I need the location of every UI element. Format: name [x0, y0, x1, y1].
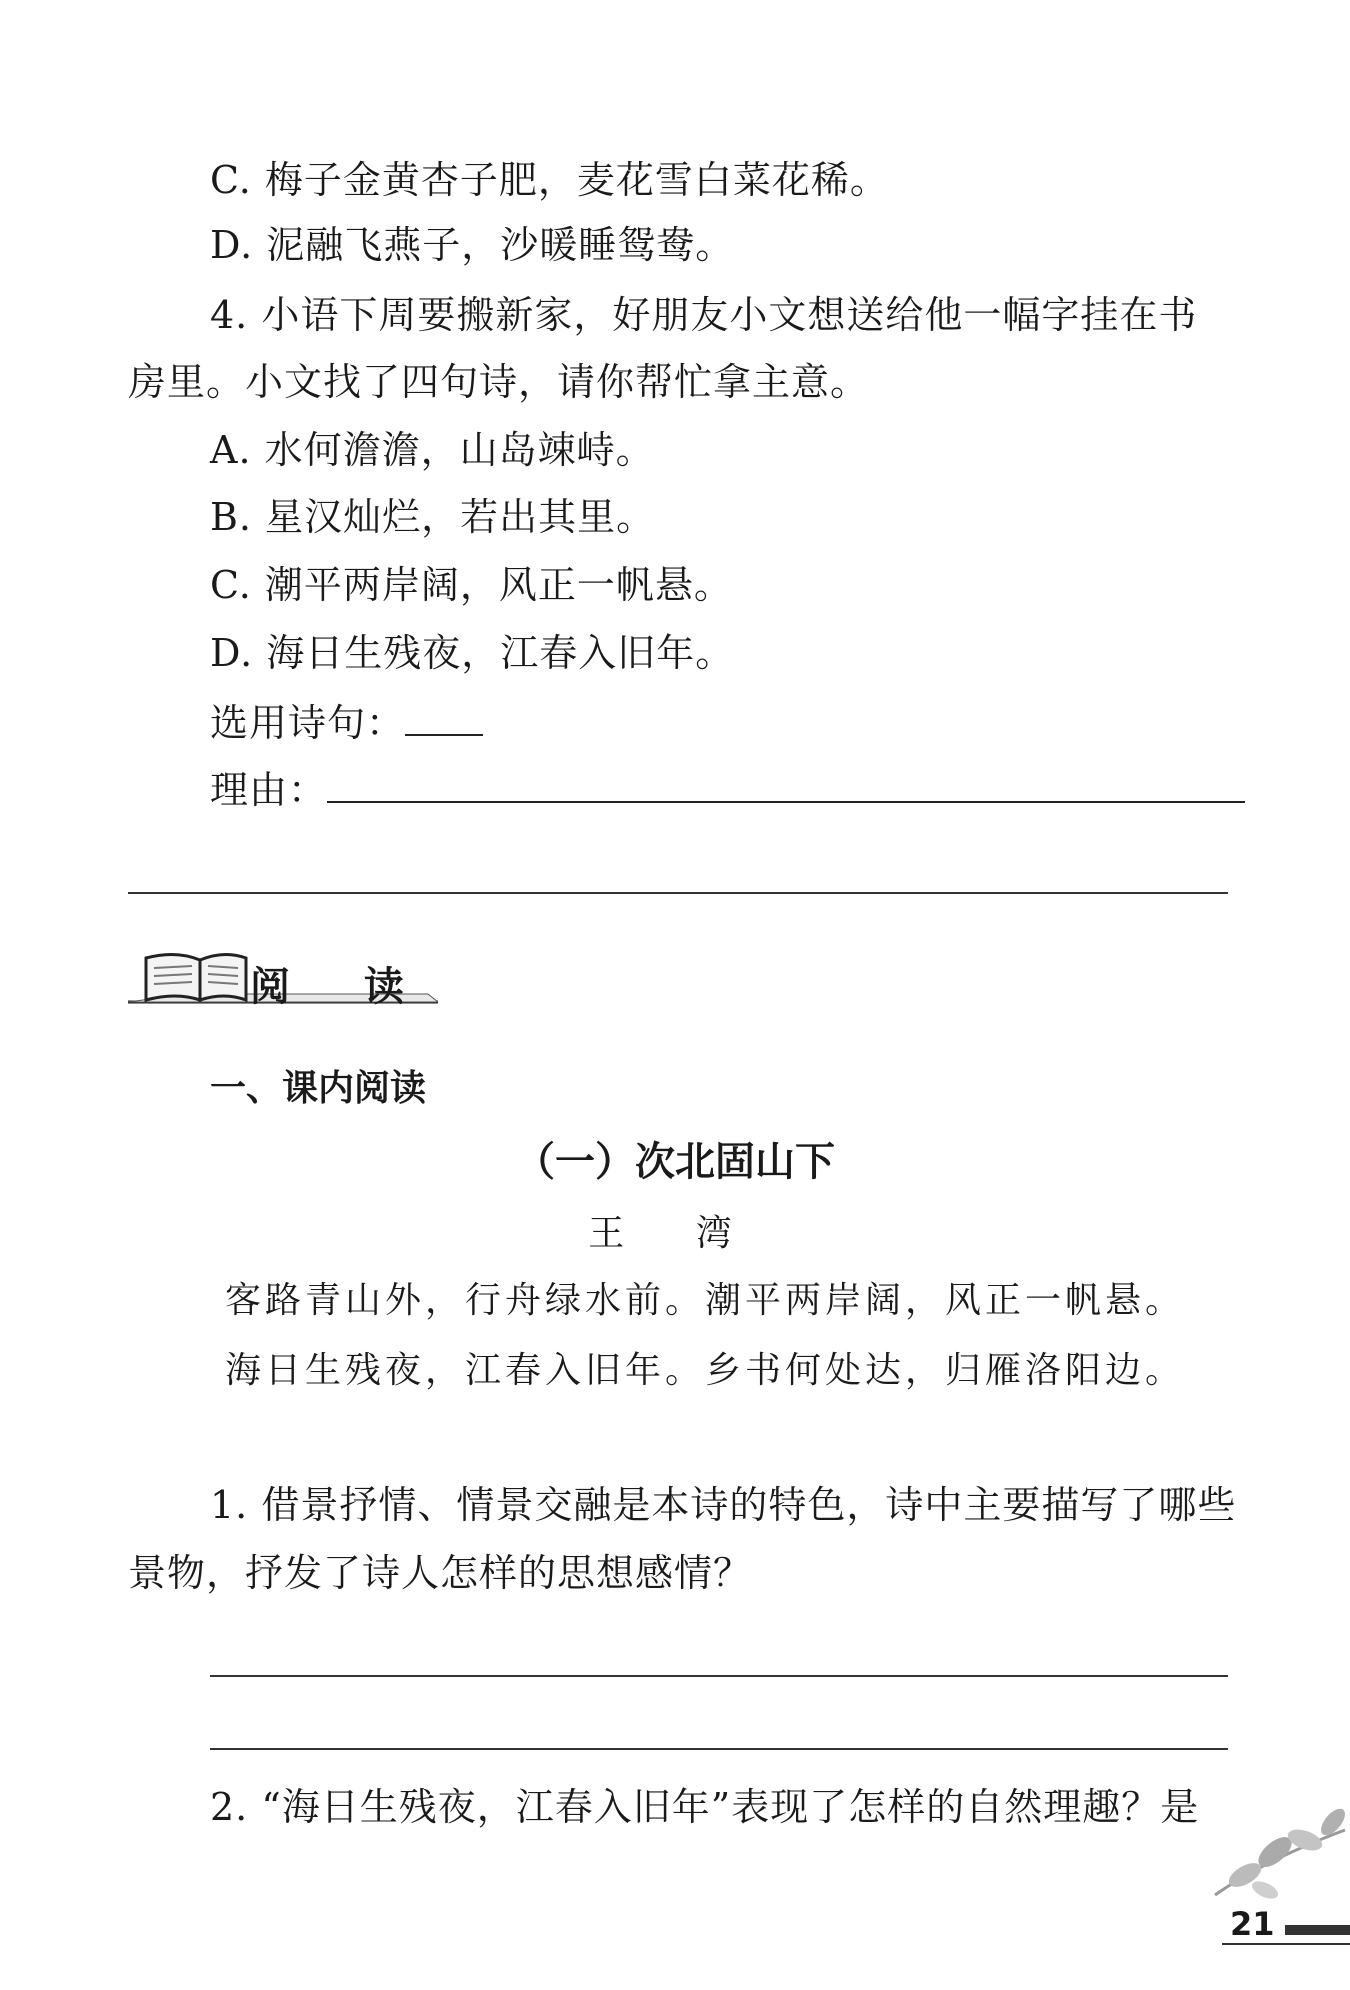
question-1-line1: 1. 借景抒情、情景交融是本诗的特色，诗中主要描写了哪些	[210, 1483, 1237, 1527]
poem-author: 王 湾	[588, 1213, 762, 1254]
choose-verse-blank[interactable]	[405, 698, 483, 736]
reason-row	[210, 765, 1245, 815]
poem-line-2: 海日生残夜，江春入旧年。乡书何处达，归雁洛阳边。	[225, 1350, 1186, 1391]
poem-line-1: 客路青山外，行舟绿水前。潮平两岸阔，风正一帆悬。	[225, 1280, 1186, 1321]
question-4-stem-line2: 房里。小文找了四句诗，请你帮忙拿主意。	[128, 360, 870, 404]
leaf-branch-decoration	[1205, 1800, 1350, 1910]
reason-blank-line1[interactable]	[327, 765, 1245, 803]
page-number-underline	[1222, 1943, 1350, 1945]
question-1-line2: 景物，抒发了诗人怎样的思想感情？	[128, 1551, 753, 1595]
answer-line-1[interactable]	[210, 1675, 1228, 1677]
choose-verse-row	[210, 698, 483, 748]
option-4a: A. 水何澹澹，山岛竦峙。	[210, 428, 655, 472]
reason-label: 理由：	[210, 768, 328, 812]
option-4d: D. 海日生残夜，江春入旧年。	[210, 631, 735, 675]
answer-line-2[interactable]	[210, 1748, 1228, 1750]
page-number: 21	[1230, 1905, 1275, 1943]
option-3c: C. 梅子金黄杏子肥，麦花雪白菜花稀。	[210, 158, 889, 202]
option-4c: C. 潮平两岸阔，风正一帆悬。	[210, 563, 733, 607]
open-book-icon	[146, 954, 246, 1000]
option-4b: B. 星汉灿烂，若出其里。	[210, 495, 656, 539]
question-4-stem-line1: 4. 小语下周要搬新家，好朋友小文想送给他一幅字挂在书	[210, 293, 1198, 337]
subheading-in-class-reading: 一、课内阅读	[210, 1068, 427, 1109]
page-number-bar	[1285, 1925, 1350, 1935]
section-title: 阅 读	[250, 964, 434, 1010]
choose-verse-label: 选用诗句：	[210, 701, 406, 745]
option-3d: D. 泥融飞燕子，沙暖睡鸳鸯。	[210, 223, 735, 267]
reason-blank-line2[interactable]	[128, 892, 1228, 894]
question-2-line1: 2. “海日生残夜，江春入旧年”表现了怎样的自然理趣？是	[210, 1785, 1200, 1829]
poem-title: （一）次北固山下	[515, 1139, 835, 1185]
